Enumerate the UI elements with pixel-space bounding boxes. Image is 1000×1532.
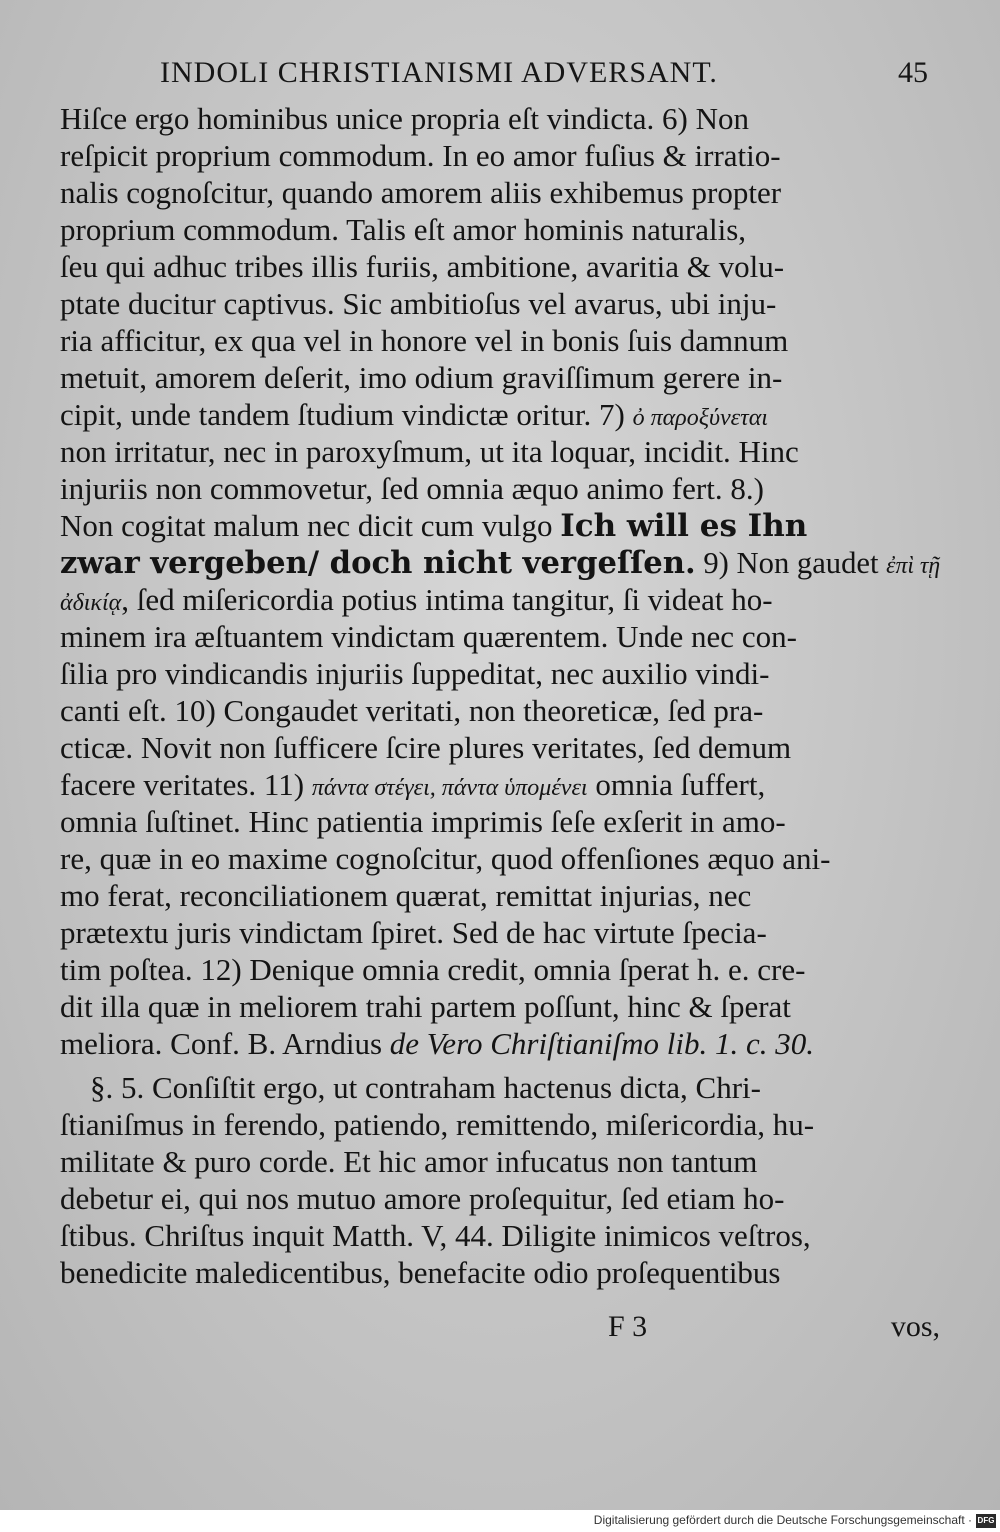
text-line: ſtibus. Chriſtus inquit Matth. V, 44. Diligite inimicos veſtros, xyxy=(60,1218,811,1253)
text-line: militate & puro corde. Et hic amor infucatus non tantum xyxy=(60,1144,758,1179)
text-line: ptate ducitur captivus. Sic ambitioſus vel avarus, ubi inju- xyxy=(60,286,777,321)
text-line: dit illa quæ in meliorem trahi partem poſſunt, hinc & ſperat xyxy=(60,989,791,1024)
text-line: benedicite maledicentibus, benefacite odio proſequentibus xyxy=(60,1255,781,1290)
text-line: ſeu qui adhuc tribes illis furiis, ambitione, avaritia & volu- xyxy=(60,249,785,284)
text-line: ſilia pro vindicandis injuriis ſuppeditat, nec auxilio vindi- xyxy=(60,656,770,691)
page-footer xyxy=(60,1310,940,1350)
text-line: meliora. Conf. B. Arndius de Vero Chriſtianiſmo lib. 1. c. 30. xyxy=(60,1026,815,1061)
text-line: Non cogitat malum nec dicit cum vulgo Ich will es Ihn xyxy=(60,508,808,544)
greek-phrase: ὀ παροξύνεται xyxy=(632,405,768,431)
running-title: INDOLI CHRISTIANISMI ADVERSANT. xyxy=(160,56,718,89)
page-header xyxy=(60,56,940,100)
greek-phrase: ἀδικίᾳ xyxy=(60,590,122,616)
text-line: facere veritates. 11) πάντα στέγει, πάντα ὑπομένει omnia ſuffert, xyxy=(60,767,766,802)
text-line: canti eſt. 10) Congaudet veritati, non theoreticæ, ſed pra- xyxy=(60,693,764,728)
section-start-line: §. 5. Conſiſtit ergo, ut contraham hactenus dicta, Chri- xyxy=(90,1070,761,1105)
text-line: ria afficitur, ex qua vel in honore vel in bonis ſuis damnum xyxy=(60,323,789,358)
text-line: omnia ſuſtinet. Hinc patientia imprimis ſeſe exſerit in amo- xyxy=(60,804,786,839)
fraktur-phrase: zwar vergeben/ doch nicht vergeſſen. xyxy=(60,545,696,581)
text-line: mo ferat, reconciliationem quærat, remittat injurias, nec xyxy=(60,878,752,913)
funding-credit: Digitalisierung gefördert durch die Deutsche Forschungsgemeinschaft · xyxy=(593,1513,972,1527)
text-line: metuit, amorem deſerit, imo odium graviſſimum gerere in- xyxy=(60,360,783,395)
text-line: ἀδικίᾳ, ſed miſericordia potius intima tangitur, ſi videat ho- xyxy=(60,582,773,617)
dfg-logo-icon: DFG xyxy=(976,1514,996,1528)
text-line: re, quæ in eo maxime cognoſcitur, quod offenſiones æquo ani- xyxy=(60,841,831,876)
text-line: minem ira æſtuantem vindictam quærentem. Unde nec con- xyxy=(60,619,797,654)
fraktur-phrase: Ich will es Ihn xyxy=(560,508,808,544)
text-line: cticæ. Novit non ſufficere ſcire plures veritates, ſed demum xyxy=(60,730,792,765)
signature-mark: F 3 xyxy=(608,1310,648,1343)
credit-bar xyxy=(0,1510,1000,1532)
catchword: vos, xyxy=(890,1310,940,1343)
book-title: de Vero Chriſtianiſmo lib. 1. c. 30. xyxy=(389,1026,815,1061)
text-line: nalis cognoſcitur, quando amorem aliis exhibemus propter xyxy=(60,175,782,210)
text-line: prætextu juris vindictam ſpiret. Sed de hac virtute ſpecia- xyxy=(60,915,767,950)
text-line: tim poſtea. 12) Denique omnia credit, omnia ſperat h. e. cre- xyxy=(60,952,806,987)
greek-phrase: ἐπὶ τῇ xyxy=(886,553,941,579)
text-line: reſpicit proprium commodum. In eo amor fuſius & irratio- xyxy=(60,138,781,173)
text-line: cipit, unde tandem ſtudium vindictæ oritur. 7) ὀ παροξύνεται xyxy=(60,397,768,432)
text-line: proprium commodum. Talis eſt amor hominis naturalis, xyxy=(60,212,747,247)
text-line: injuriis non commovetur, ſed omnia æquo animo fert. 8.) xyxy=(60,471,764,506)
text-line: debetur ei, qui nos mutuo amore proſequitur, ſed etiam ho- xyxy=(60,1181,785,1216)
text-line: non irritatur, nec in paroxyſmum, ut ita loquar, incidit. Hinc xyxy=(60,434,799,469)
text-line: zwar vergeben/ doch nicht vergeſſen. 9) Non gaudet ἐπὶ τῇ xyxy=(60,545,941,581)
text-line: ſtianiſmus in ferendo, patiendo, remittendo, miſericordia, hu- xyxy=(60,1107,815,1142)
greek-phrase: πάντα στέγει, πάντα ὑπομένει xyxy=(311,775,588,801)
text-line: Hiſce ergo hominibus unice propria eſt vindicta. 6) Non xyxy=(60,101,750,136)
page-number: 45 xyxy=(898,56,928,89)
